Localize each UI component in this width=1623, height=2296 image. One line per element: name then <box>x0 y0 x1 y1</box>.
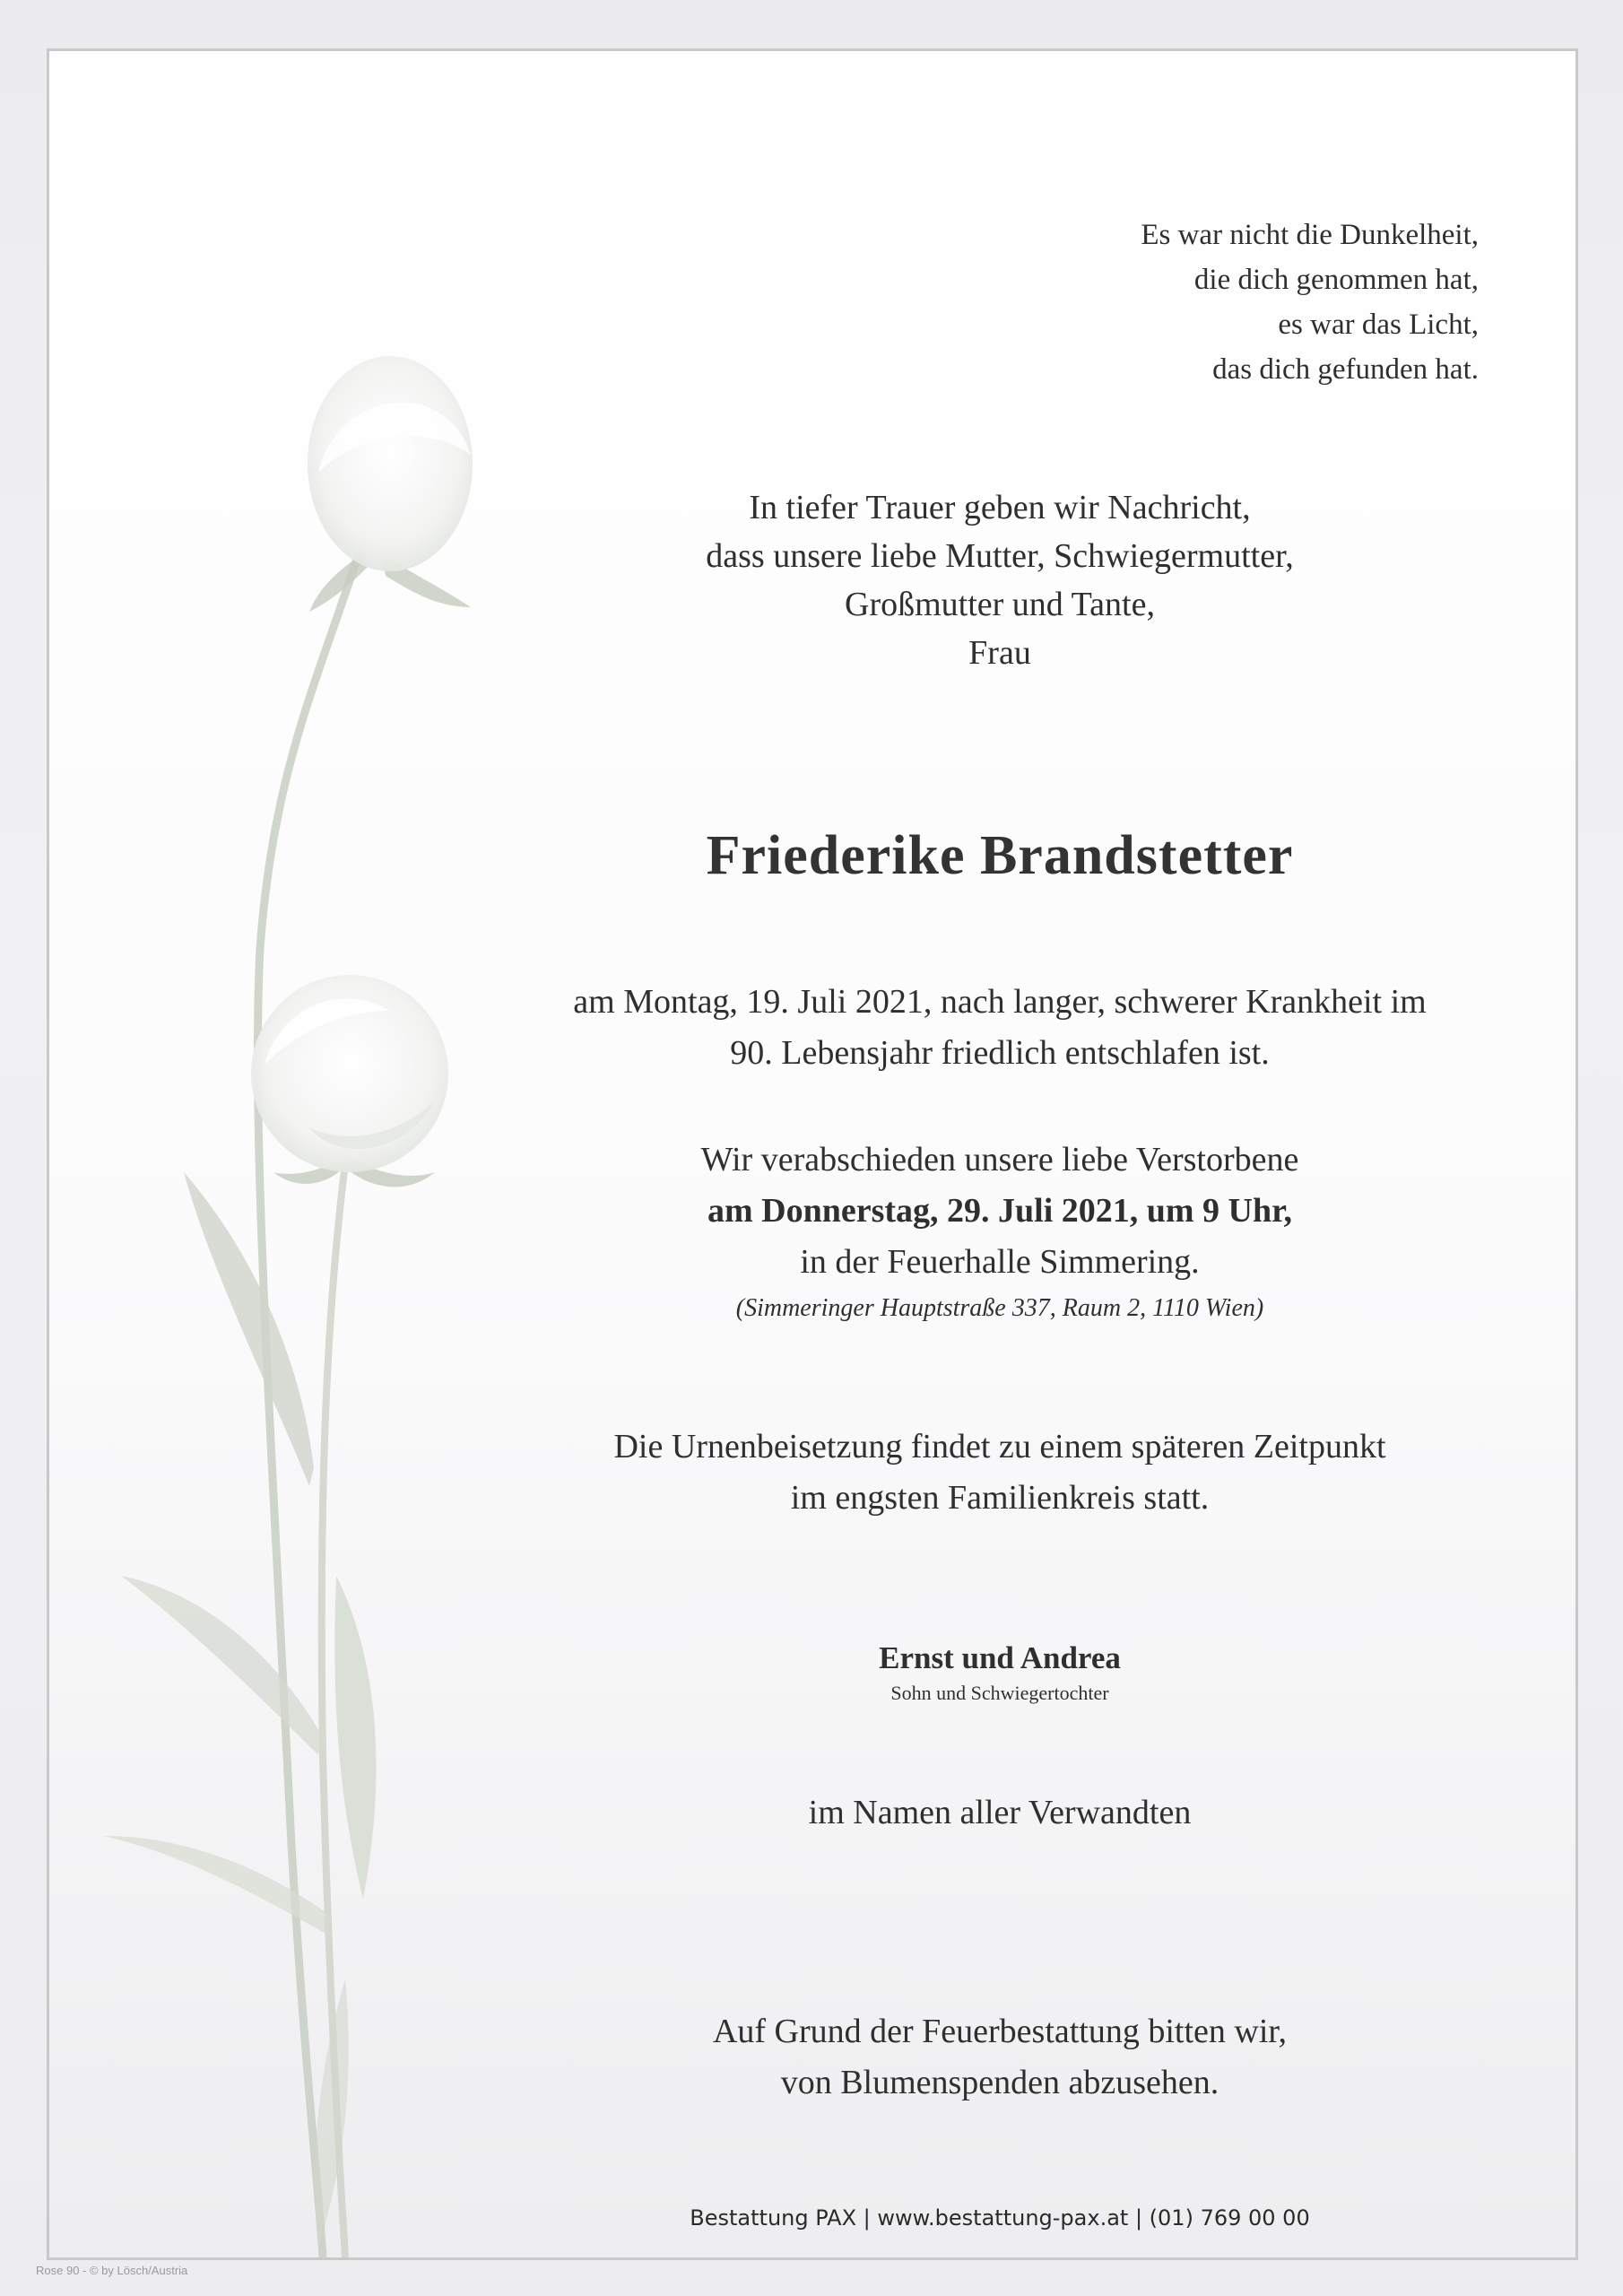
flowers-note-line: Auf Grund der Feuerbestattung bitten wir, <box>712 2013 1288 2050</box>
ceremony-place: in der Feuerhalle Simmering. <box>800 1243 1200 1281</box>
ceremony-details <box>516 1135 1484 1329</box>
relatives-line: im Namen aller Verwandten <box>808 1794 1192 1831</box>
announcement <box>516 483 1484 677</box>
poem-line: Es war nicht die Dunkelheit, <box>1141 219 1479 251</box>
deceased-name: Friederike Brandstetter <box>706 825 1294 886</box>
ceremony-intro: Wir verabschieden unsere liebe Verstorbene <box>700 1141 1299 1178</box>
death-notice-line: am Montag, 19. Juli 2021, nach langer, schwerer Krankheit im <box>573 983 1427 1021</box>
death-notice-line: 90. Lebensjahr friedlich entschlafen ist. <box>730 1034 1270 1072</box>
ceremony-address: (Simmeringer Hauptstraße 337, Raum 2, 1110 Wien) <box>735 1294 1264 1322</box>
poem-line: das dich gefunden hat. <box>1212 353 1479 386</box>
announcement-line: dass unsere liebe Mutter, Schwiegermutter, <box>706 537 1294 575</box>
poem-line: es war das Licht, <box>1278 309 1479 341</box>
urn-line: im engsten Familienkreis statt. <box>790 1479 1210 1517</box>
poem-line: die dich genommen hat, <box>1193 264 1479 296</box>
mourners <box>516 1637 1484 1707</box>
announcement-line: Frau <box>968 634 1031 672</box>
urn-line: Die Urnenbeisetzung findet zu einem späteren Zeitpunkt <box>613 1428 1386 1465</box>
announcement-line: Großmutter und Tante, <box>845 586 1155 623</box>
urn-burial-note <box>516 1422 1484 1524</box>
flowers-note-line: von Blumenspenden abzusehen. <box>780 2064 1219 2101</box>
mourner-names: Ernst und Andrea <box>879 1640 1121 1675</box>
image-credit: Rose 90 - © by Lösch/Austria <box>36 2264 188 2277</box>
ceremony-date-time: am Donnerstag, 29. Juli 2021, um 9 Uhr, <box>707 1192 1293 1230</box>
funeral-home-footer: Bestattung PAX | www.bestattung-pax.at | (01) 769 00 00 <box>690 2205 1310 2231</box>
notice-frame <box>47 48 1578 2260</box>
death-notice <box>471 977 1529 1079</box>
mourner-relation: Sohn und Schwiegertochter <box>890 1682 1109 1704</box>
flowers-note <box>516 2006 1484 2109</box>
poem <box>851 213 1479 392</box>
announcement-line: In tiefer Trauer geben wir Nachricht, <box>749 489 1251 526</box>
